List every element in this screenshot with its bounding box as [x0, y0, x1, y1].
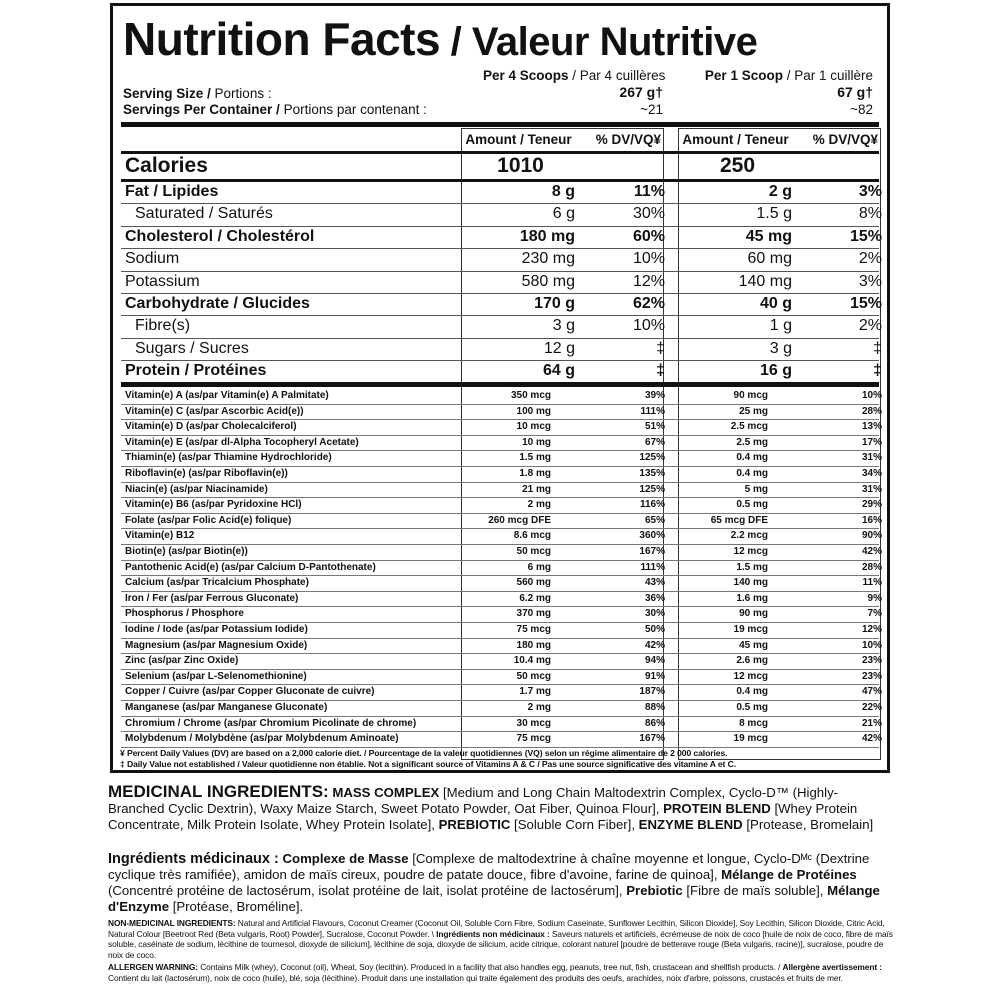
col4-dv-header: % DV/VQ¥ [595, 132, 661, 147]
vitamin-amount-1: 0.4 mg [736, 468, 768, 479]
vitamin-dv-4: 187% [639, 686, 665, 698]
dv-4: 10% [632, 317, 665, 335]
vitamin-amount-4: 75 mcg [516, 624, 551, 635]
vitamin-dv-4: 42% [644, 639, 665, 651]
protein-blend-label: PROTEIN BLEND [663, 801, 771, 816]
vitamin-dv-1: 34% [861, 468, 882, 479]
vitamin-amount-1: 140 mg [733, 577, 768, 589]
nutrient-row [121, 271, 882, 293]
vitamin-dv-1: 31% [861, 483, 882, 495]
vitamin-amount-4: 1.5 mg [519, 452, 551, 464]
vitamin-label: Iron / Fer (as/par Ferrous Gluconate) [125, 592, 299, 604]
vitamin-dv-1: 28% [861, 561, 882, 573]
allergen-fr-text: Contient du lait (lactosérum), noix de coco (huile), blé, soja (lécithine). Produit dans une installation qui traite également des produits des oeufs, arachides, noix d'arbre, poissons, crustacés et fruits de mer. [108, 972, 843, 983]
nutrient-row [121, 315, 882, 337]
prebiotic-fr-label: Prebiotic [626, 883, 683, 898]
dv-1: ‡ [873, 362, 882, 380]
servings-container-bold: Servings Per Container / [123, 102, 280, 117]
vitamin-dv-1: 9% [867, 592, 882, 604]
prebiotic-text: [Soluble Corn Fiber], [510, 817, 639, 832]
vitamin-dv-4: 116% [639, 499, 665, 511]
amount-1: 3 g [769, 339, 792, 357]
vitamin-label: Folate (as/par Folic Acid(e) folique) [125, 514, 292, 526]
medicinal-ingredients-en [108, 784, 892, 833]
servings-container-rest: Portions par contenant : [279, 102, 427, 117]
vitamin-amount-4: 100 mg [516, 405, 551, 417]
vitamin-row [121, 731, 882, 747]
calories-value-1: 250 [719, 154, 756, 177]
non-medicinal-text: Natural and Artificial Flavours, Coconut Creamer (Coconut Oil, Soluble Corn Fibre, Sodium Caseinate, Sunflower Lecithin, Silicon Dioxide], Soy Lecithin, Silicon Dioxide, Citric Acid, Natural Colour [Beetroot Red (Beta vulgaris, Root) Powder], Sucralose, Coconut Powder. \ [108, 918, 885, 939]
vitamin-row [121, 482, 882, 498]
vitamin-amount-1: 65 mcg DFE [710, 514, 768, 526]
calories-value-4: 1010 [497, 154, 544, 177]
vitamin-label: Biotin(e) (as/par Biotin(e)) [125, 546, 248, 557]
medicinal-heading-fr: Ingrédients médicinaux : [108, 851, 279, 867]
vitamin-dv-1: 11% [862, 577, 882, 589]
medicinal-heading-en: MEDICINAL INGREDIENTS: [108, 782, 329, 801]
vitamin-row [121, 419, 882, 435]
vitamin-row [121, 700, 882, 716]
vitamin-amount-1: 1.6 mg [736, 592, 768, 604]
calories-row [121, 154, 879, 178]
amount-4: 170 g [534, 295, 575, 312]
nutrient-label: Carbohydrate / Glucides [125, 295, 310, 312]
non-medicinal-fr-text: Saveurs naturels et artificiels, écrémeuse de noix de coco [huile de noix de coco, fibre de maïs soluble, caséinate de sodium, lécithine de tournesol, dioxyde de silicium], lécithine de soja, dioxyde de silicium, acide citrique, colorant naturel [poudre de betterave rouge (Beta vulgaris, racine)], sucralose, poudre de noix de coco. [108, 928, 893, 960]
nutrient-label: Protein / Protéines [125, 362, 267, 380]
dv-1: 15% [849, 295, 882, 312]
thick-divider [121, 122, 879, 127]
vitamin-dv-1: 90% [861, 530, 882, 542]
vitamin-amount-1: 19 mcg [733, 733, 768, 745]
nutrient-row [121, 203, 882, 225]
col4-header-rest: / Par 4 cuillères [568, 68, 666, 83]
vitamin-label: Phosphorus / Phosphore [125, 608, 244, 620]
serving-size-bold: Serving Size / [123, 86, 211, 101]
dv-4: 60% [632, 227, 665, 245]
mass-complex-label: MASS COMPLEX [328, 785, 440, 800]
vitamin-dv-1: 42% [861, 733, 882, 745]
vitamin-amount-1: 12 mcg [733, 670, 768, 682]
vitamin-dv-4: 125% [639, 483, 665, 495]
amount-1: 40 g [759, 295, 792, 312]
vitamin-dv-1: 10% [861, 390, 882, 401]
vitamin-amount-4: 8.6 mcg [513, 530, 551, 542]
amount-1: 1.5 g [756, 205, 792, 223]
vitamin-amount-1: 0.4 mg [736, 452, 768, 464]
vitamin-label: Vitamin(e) E (as/par dl-Alpha Tocopheryl Acetate) [125, 436, 359, 448]
vitamin-row [121, 622, 882, 638]
vitamin-amount-1: 8 mcg [739, 717, 768, 729]
vitamin-label: Calcium (as/par Tricalcium Phosphate) [125, 577, 309, 589]
vitamin-dv-4: 125% [639, 452, 665, 464]
dv-1: ‡ [873, 339, 882, 357]
col4-serving-header [483, 68, 666, 84]
vitamin-amount-4: 6 mg [527, 561, 551, 573]
nutrient-label: Cholesterol / Cholestérol [125, 227, 315, 245]
serving-size-4: 267 g† [619, 84, 663, 100]
vitamin-amount-1: 0.5 mg [736, 702, 768, 713]
vitamin-label: Vitamin(e) D (as/par Cholecalciferol) [125, 421, 297, 433]
vitamin-amount-1: 2.5 mg [736, 436, 768, 448]
vitamin-row [121, 497, 882, 513]
serving-size-rest: Portions : [210, 86, 272, 101]
vitamin-dv-4: 30% [644, 608, 665, 620]
vitamin-amount-4: 21 mg [522, 483, 551, 495]
nutrient-row [121, 226, 882, 248]
nutrient-label: Sodium [125, 250, 180, 268]
col4-amount-header: Amount / Teneur [465, 132, 572, 147]
vitamin-amount-4: 10 mg [522, 436, 551, 448]
vitamin-amount-4: 10 mcg [516, 421, 551, 433]
servings-container-1: ~82 [850, 102, 873, 117]
amount-4: 180 mg [519, 227, 575, 245]
vitamin-amount-1: 25 mg [739, 405, 768, 417]
col1-amount-header: Amount / Teneur [682, 132, 789, 147]
nutrient-row [121, 181, 882, 203]
servings-per-container-label [123, 102, 427, 118]
vitamin-amount-1: 0.5 mg [736, 499, 768, 511]
prebiotic-label: PREBIOTIC [438, 817, 511, 832]
col1-header-bold: Per 1 Scoop [704, 68, 783, 83]
vitamin-dv-1: 17% [861, 436, 882, 448]
vitamin-dv-4: 39% [644, 390, 665, 401]
vitamin-row [121, 466, 882, 482]
vitamin-amount-1: 90 mcg [733, 390, 768, 401]
vitamin-amount-4: 350 mcg [510, 390, 551, 401]
amount-1: 1 g [769, 317, 792, 335]
dv-4: 11% [633, 183, 665, 200]
melange-proteines-label: Mélange de Protéines [721, 867, 857, 882]
vitamin-dv-1: 21% [861, 717, 882, 729]
vitamin-dv-1: 23% [861, 670, 882, 682]
calories-label: Calories [125, 154, 208, 177]
protein-blend-text: [Whey Protein Concentrate, Milk Protein Isolate, Whey Protein Isolate], [108, 801, 858, 832]
allergen-warning [108, 962, 898, 983]
vitamin-dv-4: 360% [639, 530, 665, 542]
vitamin-row [121, 544, 882, 560]
amount-4: 12 g [543, 339, 575, 357]
vitamin-row [121, 669, 882, 685]
vitamin-row [121, 684, 882, 700]
vitamin-dv-4: 86% [644, 717, 665, 729]
vitamin-amount-1: 90 mg [739, 608, 768, 620]
vitamin-dv-1: 7% [867, 608, 882, 620]
vitamin-row [121, 435, 882, 451]
vitamin-label: Vitamin(e) C (as/par Ascorbic Acid(e)) [125, 405, 304, 417]
vitamin-amount-1: 12 mcg [733, 546, 768, 557]
vitamin-row [121, 388, 882, 404]
vitamin-label: Iodine / Iode (as/par Potassium Iodide) [125, 624, 308, 635]
vitamin-row [121, 513, 882, 529]
vitamin-row [121, 606, 882, 622]
serving-size-1: 67 g† [837, 84, 873, 100]
amount-1: 60 mg [747, 250, 792, 268]
dv-1: 2% [858, 317, 882, 335]
dv-4: 12% [632, 272, 665, 290]
vitamin-label: Manganese (as/par Manganese Gluconate) [125, 702, 328, 713]
dv-4: ‡ [656, 339, 665, 357]
vitamin-amount-4: 50 mcg [516, 546, 551, 557]
vitamin-label: Vitamin(e) A (as/par Vitamin(e) A Palmitate) [125, 390, 329, 401]
col1-dv-header: % DV/VQ¥ [812, 132, 878, 147]
vitamin-amount-1: 2.2 mcg [730, 530, 768, 542]
footnote-not-established: ‡ Daily Value not established / Valeur quotidienne non établie. Not a significant source of Vitamins A & C / Pas une source significative des vitamine A et C. [120, 759, 736, 769]
vitamin-label: Chromium / Chrome (as/par Chromium Picolinate de chrome) [125, 717, 417, 729]
nutrient-row [121, 360, 882, 382]
vitamin-label: Selenium (as/par L-Selenomethionine) [125, 670, 307, 682]
vitamin-amount-4: 260 mcg DFE [488, 514, 551, 526]
vitamin-dv-1: 47% [861, 686, 882, 698]
prebiotic-fr-text: [Fibre de maïs soluble], [682, 883, 828, 898]
vitamin-dv-1: 28% [861, 405, 882, 417]
servings-container-4: ~21 [640, 102, 663, 117]
vitamin-label: Zinc (as/par Zinc Oxide) [125, 655, 239, 667]
amount-4: 64 g [542, 362, 575, 380]
nutrition-title [123, 12, 757, 66]
vitamin-dv-4: 65% [644, 514, 665, 526]
vitamin-dv-1: 13% [861, 421, 882, 433]
amount-1: 140 mg [738, 272, 792, 290]
vitamin-dv-1: 22% [861, 702, 882, 713]
amount-4: 8 g [551, 183, 575, 200]
mass-complex-text: [Medium and Long Chain Maltodextrin Complex, Cyclo-D™ (Highly-Branched Cyclic Dextrin), Waxy Maize Starch, Sweet Potato Powder, Oat Fiber, Quinoa Flour], [108, 785, 839, 816]
melange-proteines-text: (Concentré protéine de lactosérum, isolat protéine de lait, isolat protéine de lactosérum], [108, 883, 627, 898]
vitamin-amount-1: 19 mcg [733, 624, 768, 635]
vitamin-dv-4: 67% [644, 436, 665, 448]
vitamin-dv-4: 51% [644, 421, 665, 433]
dv-1: 3% [858, 272, 882, 290]
vitamin-amount-4: 75 mcg [516, 733, 551, 745]
allergen-text: Contains Milk (whey), Coconut (oil), Wheat, Soy (lecithin). Produced in a facility that also handles egg, peanuts, tree nut, fish, crustacean and shellfish products. / [197, 962, 783, 972]
vitamin-dv-4: 111% [640, 561, 665, 573]
vitamin-dv-4: 94% [644, 655, 665, 667]
non-medicinal-fr-heading: Ingrédients non médicinaux : [436, 928, 550, 939]
vitamin-dv-4: 50% [644, 624, 665, 635]
dv-1: 8% [858, 205, 882, 223]
vitamin-dv-4: 111% [640, 405, 665, 417]
vitamin-label: Molybdenum / Molybdène (as/par Molybdenum Aminoate) [125, 733, 399, 745]
nutrition-facts-panel [110, 3, 890, 773]
vitamin-amount-4: 1.7 mg [519, 686, 551, 698]
vitamin-dv-4: 36% [644, 592, 665, 604]
col1-header-rest: / Par 1 cuillère [782, 68, 873, 83]
vitamin-amount-4: 1.8 mg [519, 468, 551, 479]
amount-1: 45 mg [745, 227, 792, 245]
vitamin-dv-4: 88% [644, 702, 665, 713]
dv-4: 62% [632, 295, 665, 312]
amount-1: 2 g [768, 183, 792, 200]
vitamin-row [121, 591, 882, 607]
vitamin-label: Thiamin(e) (as/par Thiamine Hydrochloride) [125, 452, 332, 464]
allergen-fr-heading: Allergène avertissement : [782, 962, 882, 972]
vitamin-amount-4: 6.2 mg [519, 592, 551, 604]
vitamin-row [121, 575, 882, 591]
vitamin-amount-4: 370 mg [516, 608, 551, 620]
vitamin-dv-4: 43% [644, 577, 665, 589]
vitamin-row [121, 404, 882, 420]
medicinal-ingredients-fr [108, 851, 892, 915]
dv-4: 30% [632, 205, 665, 223]
vitamin-amount-4: 2 mg [527, 702, 551, 713]
enzyme-blend-label: ENZYME BLEND [638, 817, 743, 832]
nutrient-label: Saturated / Saturés [135, 205, 273, 223]
melange-enzyme-text: [Protéase, Broméline]. [169, 899, 304, 914]
nutrient-row [121, 293, 882, 315]
nutrient-row [121, 338, 882, 360]
vitamin-amount-4: 10.4 mg [513, 655, 551, 667]
vitamin-label: Vitamin(e) B6 (as/par Pyridoxine HCl) [125, 499, 302, 511]
dv-4: ‡ [656, 362, 665, 380]
title-english: Nutrition Facts [123, 13, 441, 65]
vitamin-amount-1: 45 mg [739, 639, 768, 651]
non-medicinal-ingredients [108, 918, 898, 960]
vitamin-dv-4: 135% [639, 468, 665, 479]
col4-header-bold: Per 4 Scoops [483, 68, 569, 83]
complexe-masse-text: [Complexe de maltodextrine à chaîne moyenne et longue, Cyclo-Dᴹᶜ (Dextrine cyclique très ramifiée), amidon de maïs cireux, poudre de patate douce, fibre d'avoine, farine de quinoa], [108, 851, 870, 882]
vitamin-dv-4: 91% [644, 670, 665, 682]
amount-1: 16 g [759, 362, 792, 380]
vitamin-label: Copper / Cuivre (as/par Copper Gluconate de cuivre) [125, 686, 375, 698]
vitamin-dv-4: 167% [639, 546, 665, 557]
vitamin-divider [121, 382, 879, 387]
vitamin-dv-1: 16% [861, 514, 882, 526]
vitamin-row [121, 716, 882, 732]
vitamin-label: Magnesium (as/par Magnesium Oxide) [125, 639, 308, 651]
melange-enzyme-label: Mélange d'Enzyme [108, 883, 880, 914]
vitamin-label: Niacin(e) (as/par Niacinamide) [125, 483, 268, 495]
vitamin-amount-1: 5 mg [744, 483, 768, 495]
vitamin-amount-4: 180 mg [516, 639, 551, 651]
nutrient-label: Potassium [125, 272, 200, 290]
non-medicinal-heading: NON-MEDICINAL INGREDIENTS: [108, 918, 236, 928]
vitamin-amount-1: 1.5 mg [736, 561, 768, 573]
vitamin-label: Pantothenic Acid(e) (as/par Calcium D-Pantothenate) [125, 561, 376, 573]
vitamin-dv-1: 12% [861, 624, 882, 635]
dv-1: 2% [858, 250, 882, 268]
nutrient-row [121, 248, 882, 270]
dv-1: 3% [858, 183, 882, 200]
vitamin-dv-1: 31% [861, 452, 882, 464]
vitamin-row [121, 638, 882, 654]
amount-4: 580 mg [521, 272, 575, 290]
footnote-dv: ¥ Percent Daily Values (DV) are based on a 2,000 calorie diet. / Pourcentage de la valeur quotidiennes (VQ) selon un régime alimentaire de 2 000 calories. [120, 748, 728, 758]
enzyme-blend-text: [Protease, Bromelain] [742, 817, 874, 832]
vitamin-label: Riboflavin(e) (as/par Riboflavin(e)) [125, 468, 288, 479]
serving-size-label [123, 86, 272, 102]
vitamin-row [121, 653, 882, 669]
vitamin-dv-4: 167% [639, 733, 665, 745]
title-french: Valeur Nutritive [471, 20, 758, 64]
nutrient-label: Sugars / Sucres [135, 339, 249, 357]
vitamin-amount-4: 50 mcg [516, 670, 551, 682]
vitamin-dv-1: 42% [861, 546, 882, 557]
nutrient-label: Fibre(s) [135, 317, 191, 335]
vitamin-amount-1: 2.5 mcg [730, 421, 768, 433]
vitamin-row [121, 560, 882, 576]
amount-4: 230 mg [521, 250, 575, 268]
vitamin-amount-4: 560 mg [516, 577, 551, 589]
vitamin-label: Vitamin(e) B12 [125, 530, 195, 542]
vitamin-dv-1: 10% [861, 639, 882, 651]
vitamin-amount-4: 2 mg [527, 499, 551, 511]
title-separator: / [440, 20, 472, 64]
col1-serving-header [688, 68, 873, 84]
complexe-masse-label: Complexe de Masse [278, 851, 409, 866]
dv-4: 10% [632, 250, 665, 268]
vitamin-dv-1: 29% [861, 499, 882, 511]
vitamin-amount-4: 30 mcg [516, 717, 551, 729]
vitamin-row [121, 450, 882, 466]
vitamin-amount-1: 2.6 mg [736, 655, 768, 667]
nutrient-label: Fat / Lipides [125, 183, 219, 200]
vitamin-amount-1: 0.4 mg [736, 686, 768, 698]
vitamin-dv-1: 23% [861, 655, 882, 667]
dv-1: 15% [849, 227, 882, 245]
vitamin-row [121, 528, 882, 544]
amount-4: 3 g [552, 317, 575, 335]
allergen-heading: ALLERGEN WARNING: [108, 962, 198, 972]
amount-4: 6 g [552, 205, 575, 223]
